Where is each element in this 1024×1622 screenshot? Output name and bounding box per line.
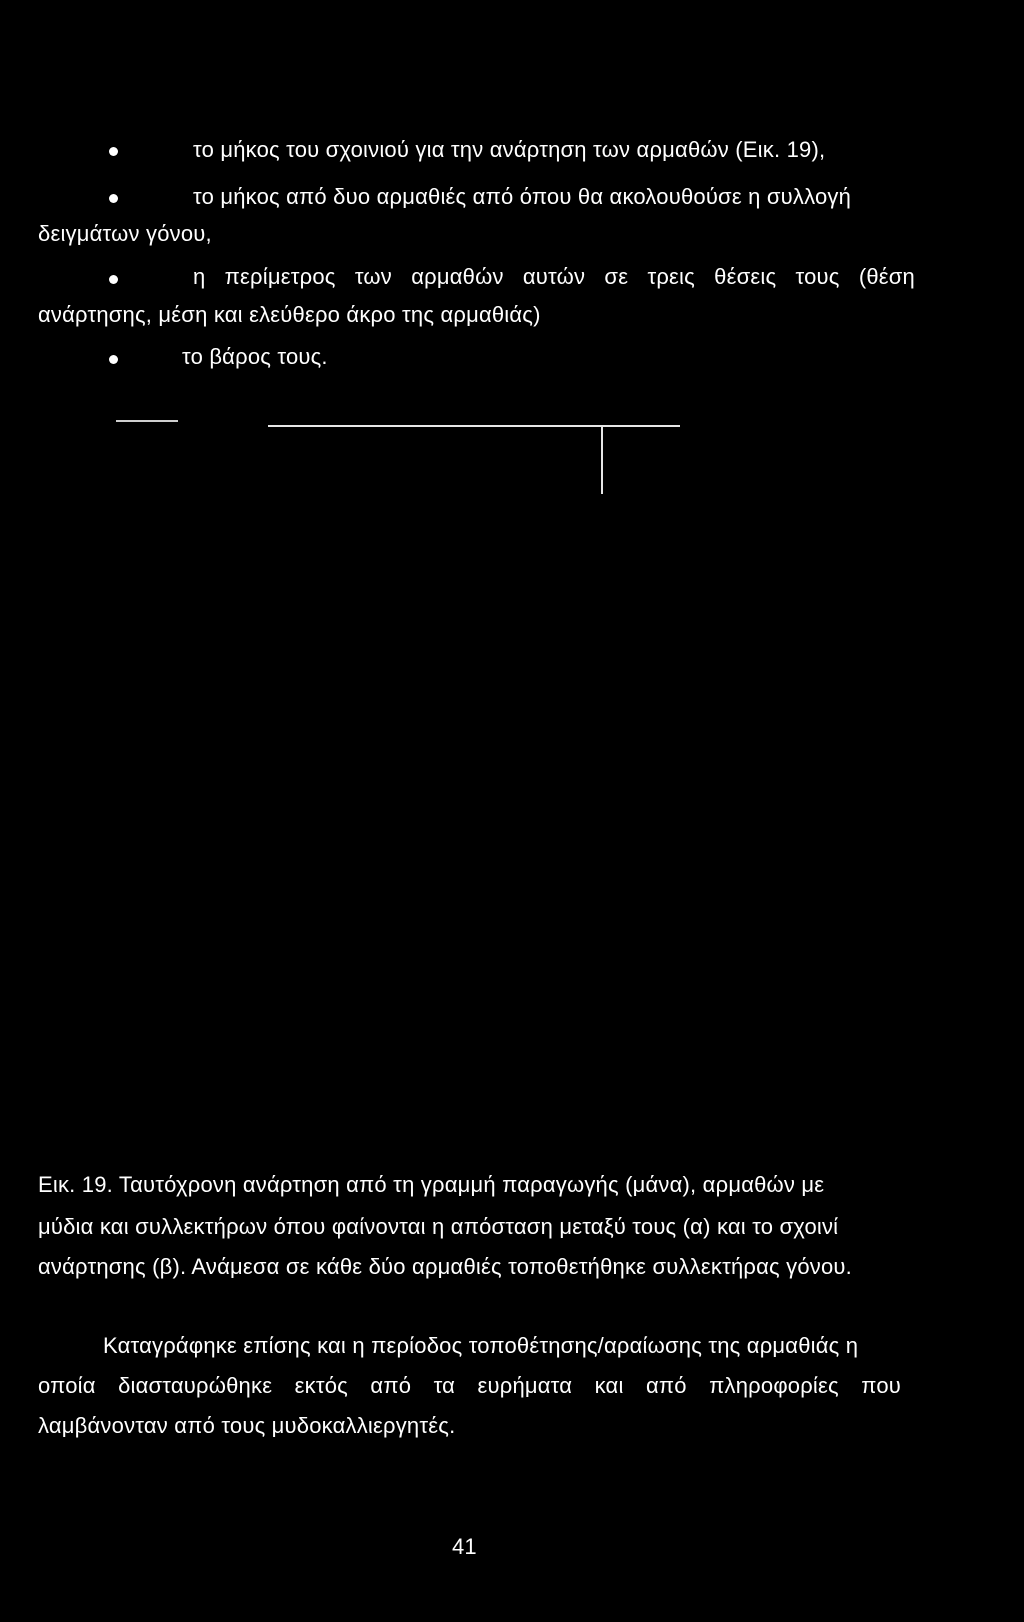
figure-line-left bbox=[116, 420, 178, 422]
list-item-2-line-1: το μήκος από δυο αρμαθιές από όπου θα ακολουθούσε η συλλογή bbox=[193, 184, 852, 209]
list-item-3-line-2: ανάρτησης, μέση και ελεύθερο άκρο της αρμαθιάς) bbox=[38, 302, 541, 327]
bullet-3 bbox=[109, 275, 118, 284]
figure-caption-line-2: μύδια και συλλεκτήρων όπου φαίνονται η απόσταση μεταξύ τους (α) και το σχοινί bbox=[38, 1214, 839, 1239]
figure-line-top bbox=[268, 425, 680, 427]
bullet-4 bbox=[109, 355, 118, 364]
paragraph-line-2: οποία διασταυρώθηκε εκτός από τα ευρήματα και από πληροφορίες που bbox=[38, 1373, 901, 1398]
figure-line-vertical bbox=[601, 427, 603, 494]
list-item-1: το μήκος του σχοινιού για την ανάρτηση των αρμαθών (Εικ. 19), bbox=[193, 137, 826, 162]
bullet-2 bbox=[109, 194, 118, 203]
page-number: 41 bbox=[452, 1534, 477, 1559]
paragraph-line-3: λαμβάνονταν από τους μυδοκαλλιεργητές. bbox=[38, 1413, 456, 1438]
list-item-2-line-2: δειγμάτων γόνου, bbox=[38, 221, 212, 246]
list-item-4: το βάρος τους. bbox=[182, 344, 328, 369]
figure-caption-line-1: Εικ. 19. Ταυτόχρονη ανάρτηση από τη γραμμή παραγωγής (μάνα), αρμαθών με bbox=[38, 1172, 825, 1197]
figure-caption-line-3: ανάρτησης (β). Ανάμεσα σε κάθε δύο αρμαθιές τοποθετήθηκε συλλεκτήρας γόνου. bbox=[38, 1254, 852, 1279]
paragraph-line-1: Καταγράφηκε επίσης και η περίοδος τοποθέτησης/αραίωσης της αρμαθιάς η bbox=[103, 1333, 859, 1358]
bullet-1 bbox=[109, 147, 118, 156]
list-item-3-line-1: η περίμετρος των αρμαθών αυτών σε τρεις θέσεις τους (θέση bbox=[193, 264, 915, 289]
